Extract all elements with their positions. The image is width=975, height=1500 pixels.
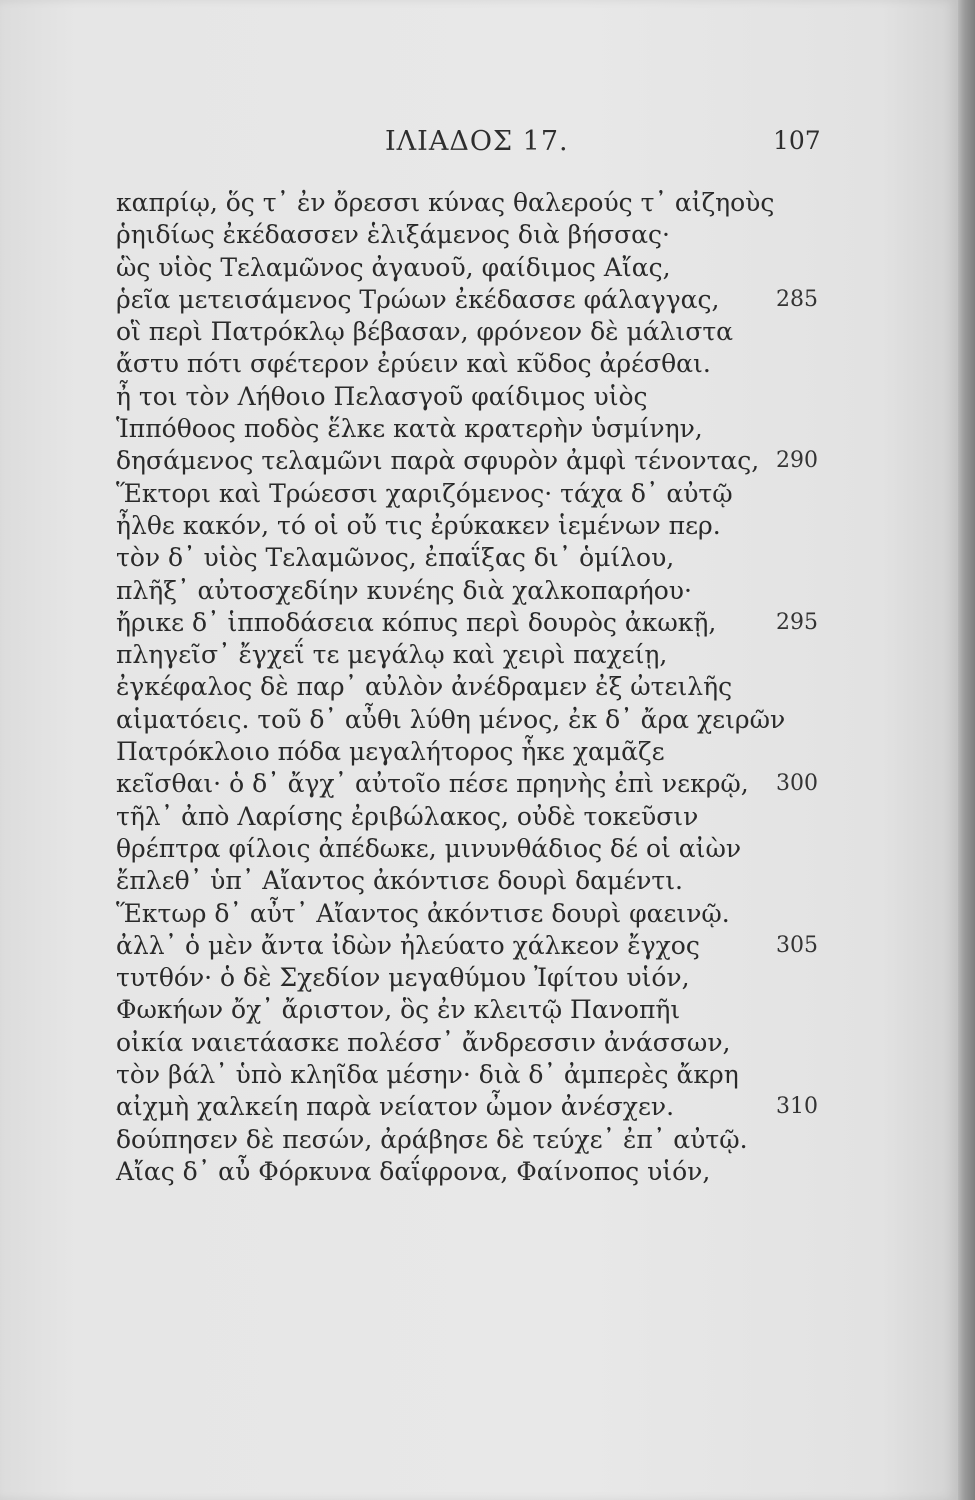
verse-text: οἳ περὶ Πατρόκλῳ βέβασαν, φρόνεον δὲ μάλιστα	[116, 317, 734, 347]
verse-text: δούπησεν δὲ πεσών, ἀράβησε δὲ τεύχε᾽ ἐπ᾽ αὐτῷ.	[116, 1124, 748, 1154]
verse-text: ῥηιδίως ἐκέδασσεν ἑλιξάμενος διὰ βήσσας·	[116, 220, 671, 250]
verse-line	[116, 1059, 836, 1091]
verse-text: τὸν βάλ᾽ ὑπὸ κληῖδα μέσην· διὰ δ᾽ ἀμπερὲς ἄκρη	[116, 1060, 739, 1090]
verse-text: ἦλθε κακόν, τό οἱ οὔ τις ἐρύκακεν ἱεμένων περ.	[116, 510, 721, 540]
verse-line	[116, 898, 836, 930]
verse-line	[116, 865, 836, 897]
running-title: ΙΛΙΑΔΟΣ 17.	[385, 126, 569, 157]
verse-text: καπρίῳ, ὅς τ᾽ ἐν ὄρεσσι κύνας θαλερούς τ᾽ αἰζηοὺς	[116, 188, 775, 217]
verse-text: ἄστυ πότι σφέτερον ἐρύειν καὶ κῦδος ἀρέσθαι.	[116, 349, 711, 379]
verse-line	[116, 930, 836, 962]
verse-text: αἰχμὴ χαλκείη παρὰ νείατον ὦμον ἀνέσχεν.	[116, 1092, 675, 1122]
verse-text: τῆλ᾽ ἀπὸ Λαρίσης ἐριβώλακος, οὐδὲ τοκεῦσιν	[116, 801, 699, 831]
verse-line	[116, 607, 836, 639]
verse-line	[116, 994, 836, 1026]
verse-line	[116, 413, 836, 445]
verse-text: Φωκήων ὄχ᾽ ἄριστον, ὃς ἐν κλειτῷ Πανοπῆι	[116, 995, 681, 1025]
page-header	[0, 126, 958, 166]
verse-line	[116, 801, 836, 833]
verse-text: αἱματόεις. τοῦ δ᾽ αὖθι λύθη μένος, ἐκ δ᾽ ἄρα χειρῶν	[116, 704, 786, 734]
verse-line	[116, 542, 836, 574]
verse-line	[116, 187, 836, 219]
verse-line	[116, 833, 836, 865]
verse-text: Ἕκτωρ δ᾽ αὖτ᾽ Αἴαντος ἀκόντισε δουρὶ φαεινῷ.	[116, 898, 730, 928]
verse-text: Πατρόκλοιο πόδα μεγαλήτορος ἧκε χαμᾶζε	[116, 737, 665, 767]
verse-line	[116, 252, 836, 284]
verse-line	[116, 1156, 836, 1188]
verse-line	[116, 704, 836, 736]
verse-line	[116, 575, 836, 607]
verse-text: ῥεῖα μετεισάμενος Τρώων ἐκέδασσε φάλαγγας,	[116, 284, 720, 314]
verse-line	[116, 445, 836, 477]
verse-text: Ἱππόθοος ποδὸς ἕλκε κατὰ κρατερὴν ὑσμίνην,	[116, 414, 703, 444]
verse-text: τὸν δ᾽ υἱὸς Τελαμῶνος, ἐπαΐξας δι᾽ ὁμίλου,	[116, 543, 675, 573]
verse-line	[116, 381, 836, 413]
verse-line	[116, 348, 836, 380]
verse-text: ἐγκέφαλος δὲ παρ᾽ αὐλὸν ἀνέδραμεν ἐξ ὠτειλῆς	[116, 672, 733, 702]
verse-text: Αἴας δ᾽ αὖ Φόρκυνα δαΐφρονα, Φαίνοπος υἱόν,	[116, 1156, 711, 1186]
verse-text: ἤρικε δ᾽ ἱπποδάσεια κόπυς περὶ δουρὸς ἀκωκῇ,	[116, 607, 717, 637]
verse-line	[116, 1027, 836, 1059]
line-number: 295	[776, 609, 818, 635]
verse-text: οἰκία ναιετάασκε πολέσσ᾽ ἄνδρεσσιν ἀνάσσων,	[116, 1027, 731, 1057]
page-number: 107	[773, 126, 821, 155]
verse-text: τυτθόν· ὁ δὲ Σχεδίον μεγαθύμου Ἰφίτου υἱόν,	[116, 963, 690, 993]
line-number: 285	[776, 286, 818, 312]
verse-line	[116, 736, 836, 768]
verse-text: θρέπτρα φίλοις ἀπέδωκε, μινυνθάδιος δέ οἱ αἰὼν	[116, 833, 742, 863]
verse-text: πληγεῖσ᾽ ἔγχεΐ τε μεγάλῳ καὶ χειρὶ παχείῃ,	[116, 640, 668, 670]
verse-block	[116, 187, 836, 1188]
verse-text: ἔπλεθ᾽ ὑπ᾽ Αἴαντος ἀκόντισε δουρὶ δαμέντι.	[116, 866, 683, 896]
verse-text: κεῖσθαι· ὁ δ᾽ ἄγχ᾽ αὐτοῖο πέσε πρηνὴς ἐπὶ νεκρῷ,	[116, 769, 749, 799]
verse-line	[116, 1091, 836, 1123]
verse-line	[116, 768, 836, 800]
line-number: 310	[776, 1094, 818, 1120]
page-edge	[958, 0, 975, 1500]
verse-line	[116, 962, 836, 994]
line-number: 300	[776, 771, 818, 797]
verse-line	[116, 284, 836, 316]
verse-line	[116, 1124, 836, 1156]
verse-line	[116, 478, 836, 510]
verse-line	[116, 316, 836, 348]
verse-text: Ἕκτορι καὶ Τρώεσσι χαριζόμενος· τάχα δ᾽ αὐτῷ	[116, 478, 733, 508]
verse-text: ἀλλ᾽ ὁ μὲν ἄντα ἰδὼν ἠλεύατο χάλκεον ἔγχος	[116, 930, 700, 960]
verse-text: δησάμενος τελαμῶνι παρὰ σφυρὸν ἀμφὶ τένοντας,	[116, 446, 760, 476]
verse-line	[116, 639, 836, 671]
verse-text: ἦ τοι τὸν Λήθοιο Πελασγοῦ φαίδιμος υἱὸς	[116, 381, 648, 411]
verse-line	[116, 219, 836, 251]
verse-text: πλῆξ᾽ αὐτοσχεδίην κυνέης διὰ χαλκοπαρήου·	[116, 575, 692, 605]
verse-text: ὣς υἱὸς Τελαμῶνος ἀγαυοῦ, φαίδιμος Αἴας,	[116, 252, 671, 282]
verse-line	[116, 671, 836, 703]
verse-line	[116, 510, 836, 542]
line-number: 305	[776, 932, 818, 958]
line-number: 290	[776, 448, 818, 474]
